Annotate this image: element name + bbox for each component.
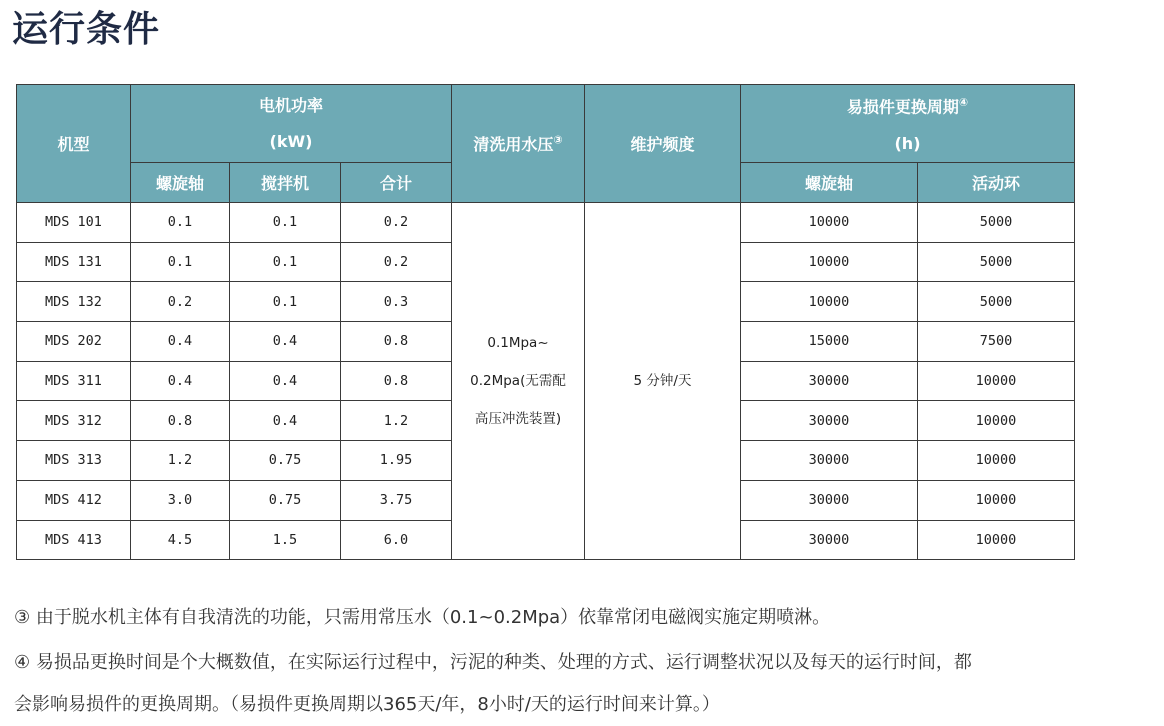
cell-ring-hours: 10000 bbox=[918, 401, 1075, 441]
cell-total-power: 0.3 bbox=[341, 282, 452, 322]
cell-model: MDS 413 bbox=[17, 520, 131, 560]
table-row bbox=[17, 203, 1075, 243]
cell-mixer-power: 1.5 bbox=[230, 520, 341, 560]
header-wash-pressure-label: 清洗用水压 bbox=[473, 135, 554, 154]
cell-screw-power: 4.5 bbox=[131, 520, 230, 560]
header-power-unit: (kW) bbox=[269, 131, 313, 151]
footnote-3: ③ 由于脱水机主体有自我清洗的功能，只需用常压水（0.1~0.2Mpa）依靠常闭电磁阀实施定期喷淋。 bbox=[14, 607, 831, 628]
cell-mixer-power: 0.1 bbox=[230, 203, 341, 243]
header-total: 合计 bbox=[341, 163, 452, 203]
cell-model: MDS 313 bbox=[17, 441, 131, 481]
cell-maintenance bbox=[585, 203, 741, 560]
cell-ring-hours: 7500 bbox=[918, 322, 1075, 362]
header-wash-pressure bbox=[452, 85, 585, 203]
cell-mixer-power: 0.4 bbox=[230, 401, 341, 441]
cell-total-power: 1.2 bbox=[341, 401, 452, 441]
wash-line-1: 0.1Mpa~ bbox=[487, 335, 549, 352]
cell-total-power: 1.95 bbox=[341, 441, 452, 481]
cell-model: MDS 412 bbox=[17, 480, 131, 520]
cell-total-power: 6.0 bbox=[341, 520, 452, 560]
cell-screw-hours: 30000 bbox=[741, 520, 918, 560]
cell-ring-hours: 10000 bbox=[918, 441, 1075, 481]
cell-mixer-power: 0.4 bbox=[230, 361, 341, 401]
cell-mixer-power: 0.1 bbox=[230, 242, 341, 282]
cell-wash-pressure bbox=[452, 203, 585, 560]
footnote-4: ④ 易损品更换时间是个大概数值，在实际运行过程中，污泥的种类、处理的方式、运行调整状况以及每天的运行时间，都 bbox=[14, 652, 972, 673]
header-maintenance: 维护频度 bbox=[585, 85, 741, 203]
wash-line-3: 高压冲洗装置) bbox=[474, 411, 562, 428]
cell-ring-hours: 10000 bbox=[918, 361, 1075, 401]
cell-model: MDS 101 bbox=[17, 203, 131, 243]
cell-mixer-power: 0.75 bbox=[230, 441, 341, 481]
header-wear-parts-sup: ④ bbox=[958, 96, 969, 110]
cell-mixer-power: 0.75 bbox=[230, 480, 341, 520]
cell-screw-hours: 30000 bbox=[741, 480, 918, 520]
cell-total-power: 0.2 bbox=[341, 203, 452, 243]
header-wear-unit: (h) bbox=[894, 133, 921, 153]
cell-model: MDS 132 bbox=[17, 282, 131, 322]
cell-screw-hours: 30000 bbox=[741, 361, 918, 401]
operating-conditions-table bbox=[16, 84, 1075, 560]
cell-screw-power: 0.1 bbox=[131, 203, 230, 243]
header-wash-pressure-sup: ③ bbox=[553, 133, 563, 147]
cell-ring-hours: 5000 bbox=[918, 203, 1075, 243]
page-title: 运行条件 bbox=[12, 9, 161, 50]
header-power-label: 电机功率 bbox=[258, 95, 323, 115]
maintenance-value: 5 分钟/天 bbox=[633, 373, 692, 390]
cell-total-power: 0.8 bbox=[341, 361, 452, 401]
cell-screw-power: 0.4 bbox=[131, 361, 230, 401]
header-wear-parts bbox=[741, 85, 1075, 163]
cell-ring-hours: 10000 bbox=[918, 520, 1075, 560]
cell-total-power: 3.75 bbox=[341, 480, 452, 520]
cell-screw-hours: 30000 bbox=[741, 401, 918, 441]
cell-ring-hours: 5000 bbox=[918, 282, 1075, 322]
cell-screw-hours: 10000 bbox=[741, 282, 918, 322]
cell-screw-power: 0.1 bbox=[131, 242, 230, 282]
cell-model: MDS 311 bbox=[17, 361, 131, 401]
cell-model: MDS 131 bbox=[17, 242, 131, 282]
cell-mixer-power: 0.4 bbox=[230, 322, 341, 362]
wash-line-2: 0.2Mpa(无需配 bbox=[470, 373, 566, 390]
cell-total-power: 0.2 bbox=[341, 242, 452, 282]
cell-model: MDS 202 bbox=[17, 322, 131, 362]
cell-screw-power: 0.2 bbox=[131, 282, 230, 322]
cell-screw-hours: 30000 bbox=[741, 441, 918, 481]
cell-screw-hours: 15000 bbox=[741, 322, 918, 362]
cell-total-power: 0.8 bbox=[341, 322, 452, 362]
cell-screw-power: 0.8 bbox=[131, 401, 230, 441]
header-screw: 螺旋轴 bbox=[131, 163, 230, 203]
header-screw-hours: 螺旋轴 bbox=[741, 163, 918, 203]
header-wear-parts-label: 易损件更换周期 bbox=[846, 97, 959, 117]
footnote-4-continued: 会影响易损件的更换周期。（易损件更换周期以365天/年，8小时/天的运行时间来计算。） bbox=[14, 694, 720, 715]
cell-screw-power: 0.4 bbox=[131, 322, 230, 362]
cell-screw-power: 1.2 bbox=[131, 441, 230, 481]
header-ring-hours: 活动环 bbox=[918, 163, 1075, 203]
header-model: 机型 bbox=[17, 85, 131, 203]
cell-model: MDS 312 bbox=[17, 401, 131, 441]
cell-ring-hours: 10000 bbox=[918, 480, 1075, 520]
cell-ring-hours: 5000 bbox=[918, 242, 1075, 282]
cell-screw-power: 3.0 bbox=[131, 480, 230, 520]
header-mixer: 搅拌机 bbox=[230, 163, 341, 203]
cell-screw-hours: 10000 bbox=[741, 203, 918, 243]
cell-mixer-power: 0.1 bbox=[230, 282, 341, 322]
header-wear-parts-line bbox=[741, 85, 1074, 125]
header-power bbox=[131, 85, 452, 163]
cell-screw-hours: 10000 bbox=[741, 242, 918, 282]
